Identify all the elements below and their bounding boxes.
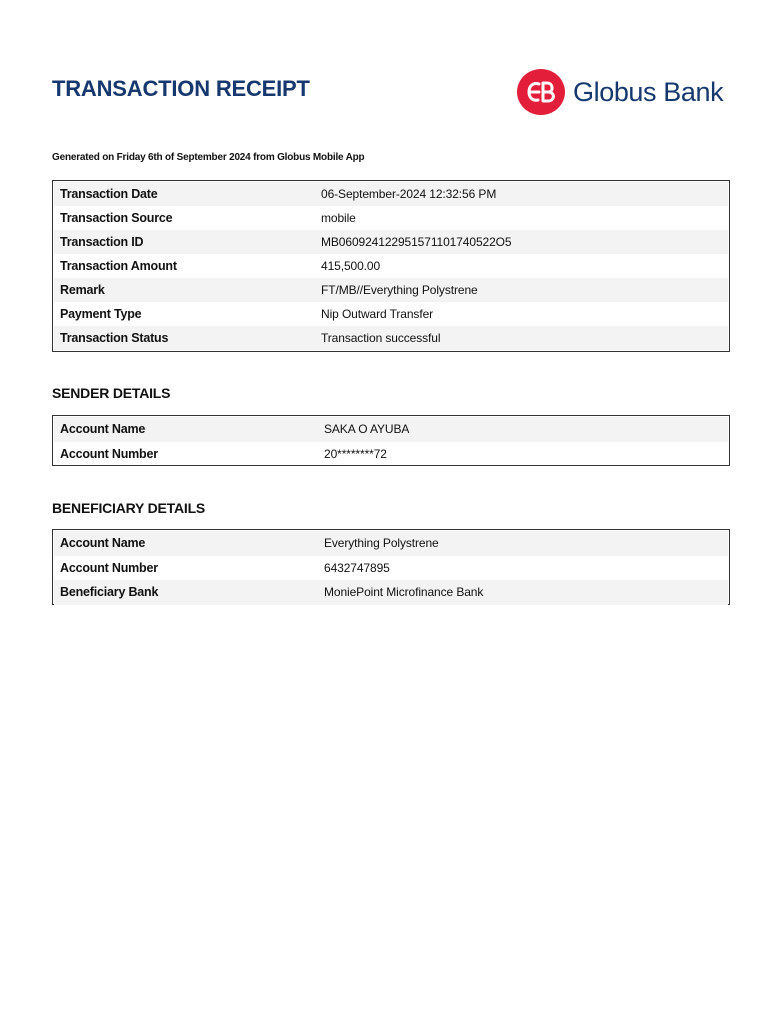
row-label: Beneficiary Bank: [60, 585, 159, 600]
row-label: Account Name: [60, 422, 146, 437]
table-row: [54, 580, 728, 605]
row-value: SAKA O AYUBA: [324, 422, 410, 437]
bank-name: Globus Bank: [573, 76, 724, 107]
table-row: [54, 254, 728, 278]
beneficiary-details-table: [52, 529, 730, 605]
row-value: 06-September-2024 12:32:56 PM: [321, 187, 497, 201]
globus-bank-logo-icon: [517, 69, 565, 115]
table-row: [54, 556, 728, 581]
row-label: Account Name: [60, 536, 146, 551]
sender-section-title: SENDER DETAILS: [52, 385, 171, 401]
bank-logo: [517, 69, 723, 115]
row-value: MB060924122951571101740522O5: [321, 235, 512, 249]
row-label: Transaction ID: [60, 235, 144, 249]
row-value: MoniePoint Microfinance Bank: [324, 585, 484, 600]
table-row: [54, 206, 728, 230]
row-label: Transaction Date: [60, 187, 158, 201]
table-row: [54, 182, 728, 206]
table-row: [54, 278, 728, 302]
row-label: Account Number: [60, 560, 158, 575]
table-row: [54, 326, 728, 350]
row-value: 6432747895: [324, 560, 390, 575]
table-row: [54, 230, 728, 254]
row-value: FT/MB//Everything Polystrene: [321, 283, 478, 297]
table-row: [54, 442, 728, 467]
page-title: TRANSACTION RECEIPT: [52, 76, 310, 101]
row-value: Transaction successful: [321, 331, 441, 345]
row-value: mobile: [321, 211, 356, 225]
generated-note: Generated on Friday 6th of September 2024 from Globus Mobile App: [52, 152, 365, 163]
row-value: Everything Polystrene: [324, 536, 439, 551]
sender-details-table: [52, 415, 730, 466]
table-row: [54, 531, 728, 556]
transaction-details-table: [52, 180, 730, 352]
row-label: Account Number: [60, 446, 158, 461]
row-value: Nip Outward Transfer: [321, 307, 434, 321]
row-value: 415,500.00: [321, 259, 381, 273]
row-label: Transaction Source: [60, 211, 173, 225]
row-label: Transaction Status: [60, 331, 169, 345]
row-label: Payment Type: [60, 307, 142, 321]
table-row: [54, 417, 728, 442]
row-value: 20********72: [324, 446, 387, 461]
row-label: Remark: [60, 283, 105, 297]
beneficiary-section-title: BENEFICIARY DETAILS: [52, 500, 206, 516]
table-row: [54, 302, 728, 326]
row-label: Transaction Amount: [60, 259, 177, 273]
